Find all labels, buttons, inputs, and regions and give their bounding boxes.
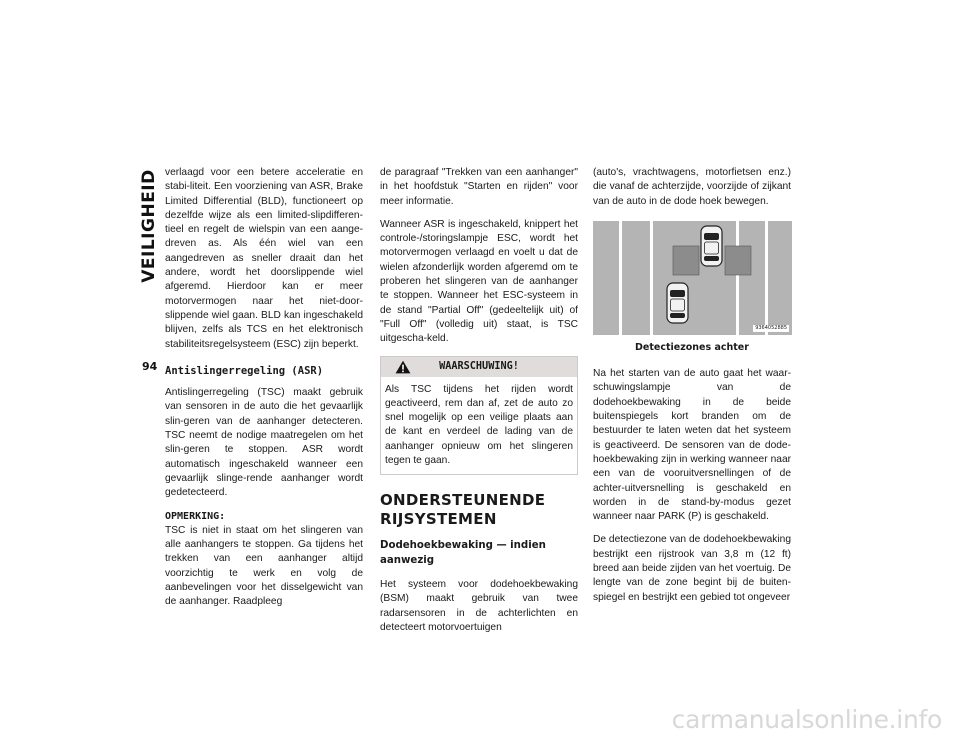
warning-title: WAARSCHUWING! — [439, 360, 519, 372]
paragraph: Antislingerregeling (TSC) maakt gebruik van sensoren in de auto die het gevaarlijk slin-geren van de aanhanger detecteren. TSC neemt de nodige maatregelen om het slin-geren te stoppen. ASR wordt automatisch ingeschakeld wanneer een gevaarlijk slinge-rende aanhanger wordt gedetecteerd. — [165, 387, 363, 499]
watermark: carmanualsonline.info — [671, 705, 942, 734]
column-right — [593, 166, 791, 614]
car-icon — [701, 226, 722, 266]
paragraph: Na het starten van de auto gaat het waar-schuwingslampje van de dodehoekbewaking in de beide buitenspiegels kort branden om de bestuurder te laten weten dat het systeem is geactiveerd. De sensoren van de dode-hoekbewaking zijn in werking wanneer naar een van de vooruitversnellingen of de achter-uitversnelling is geschakeld en worden in de stand-by-modus gezet wanneer naar PARK (P) is geschakeld. — [593, 368, 791, 523]
lane-line — [619, 221, 622, 335]
paragraph: (auto's, vrachtwagens, motorfietsen enz.) die vanaf de achterzijde, voorzijde of zijkant van de auto in de dode hoek bewegen. — [593, 167, 791, 207]
warning-box — [380, 356, 578, 476]
subheading-bsm: Dodehoekbewaking — indien aanwezig — [380, 540, 546, 566]
paragraph: Wanneer ASR is ingeschakeld, knippert het controle-/storingslampje ESC, wordt het motorvermogen verlaagd en voelt u dat de wielen afzonderlijk worden afgeremd om te proberen het slingeren van de aanhanger te stoppen. Wanneer het ESC-systeem in de stand "Partial Off" (gedeeltelijk uit) of "Full Off" (volledig uit) staat, is TSC uitgescha-keld. — [380, 218, 578, 345]
warning-triangle-icon — [395, 360, 411, 374]
column-middle — [380, 166, 578, 644]
subheading-asr: Antislingerregeling (ASR) — [165, 364, 324, 377]
main-heading-line2: RIJSYSTEMEN — [380, 510, 497, 529]
warning-header — [381, 357, 577, 377]
detection-zone-left — [673, 246, 699, 275]
paragraph: verlaagd voor een betere acceleratie en stabi-liteit. Een voorziening van ASR, Brake Limited Differential (BLD), functioneert op dezelfde wijze als een limited-slipdifferen-tieel en regelt de wielspin van een aange-dreven as. Als één wiel van een aangedreven as sneller draait dan het andere, wordt het doorslippende wiel afgeremd. Hierdoor kan er meer motorvermogen naar het niet-door-slippende wiel gaan. BLD kan ingeschakeld blijven, zelfs als TCS en het elektronisch stabiliteitsregelsysteem (ESC) zijn beperkt. — [165, 167, 363, 350]
car-icon — [667, 283, 688, 323]
note-text: TSC is niet in staat om het slingeren van alle aanhangers te stoppen. Ga tijdens het trekken van een aanhanger altijd voorzichtig te werk en volg de aanbevelingen voor het disselgewicht van de aanhanger. Raadpleeg — [165, 524, 363, 608]
lane-line — [650, 221, 653, 335]
paragraph: De detectiezone van de dodehoekbewaking bestrijkt een rijstrook van 3,8 m (12 ft) breed aan beide zijden van het voertuig. De lengte van de zone begint bij de buiten-spiegel en bestrijkt een gebied tot ongeveer — [593, 534, 791, 603]
page-number: 94 — [142, 360, 158, 373]
detection-zones-diagram — [593, 221, 792, 335]
note-label: OPMERKING: — [165, 510, 226, 522]
paragraph: Het systeem voor dodehoekbewaking (BSM) maakt gebruik van twee radarsensoren in de achterlichten en detecteert motorvoertuigen — [380, 578, 578, 633]
main-heading — [380, 491, 578, 529]
lane-line — [765, 221, 768, 335]
paragraph: de paragraaf "Trekken van een aanhanger" in het hoofdstuk "Starten en rijden" voor meer informatie. — [380, 167, 578, 207]
detection-zone-right — [725, 246, 751, 275]
figure-code: 9364052885 — [755, 324, 787, 331]
figure-caption: Detectiezones achter — [635, 341, 749, 353]
warning-text: Als TSC tijdens het rijden wordt geactiveerd, rem dan af, zet de auto zo snel mogelijk op een veilige plaats aan de kant en verdeel de lading van de aanhanger opnieuw om het slingeren tegen te gaan. — [385, 383, 573, 467]
diagram-drawing — [593, 221, 792, 335]
main-heading-line1: ONDERSTEUNENDE — [380, 491, 546, 510]
column-left — [165, 166, 363, 610]
lane-line — [736, 221, 739, 335]
section-title: VEILIGHEID — [139, 169, 159, 283]
section-tab — [138, 169, 160, 283]
road-surface — [593, 221, 792, 335]
